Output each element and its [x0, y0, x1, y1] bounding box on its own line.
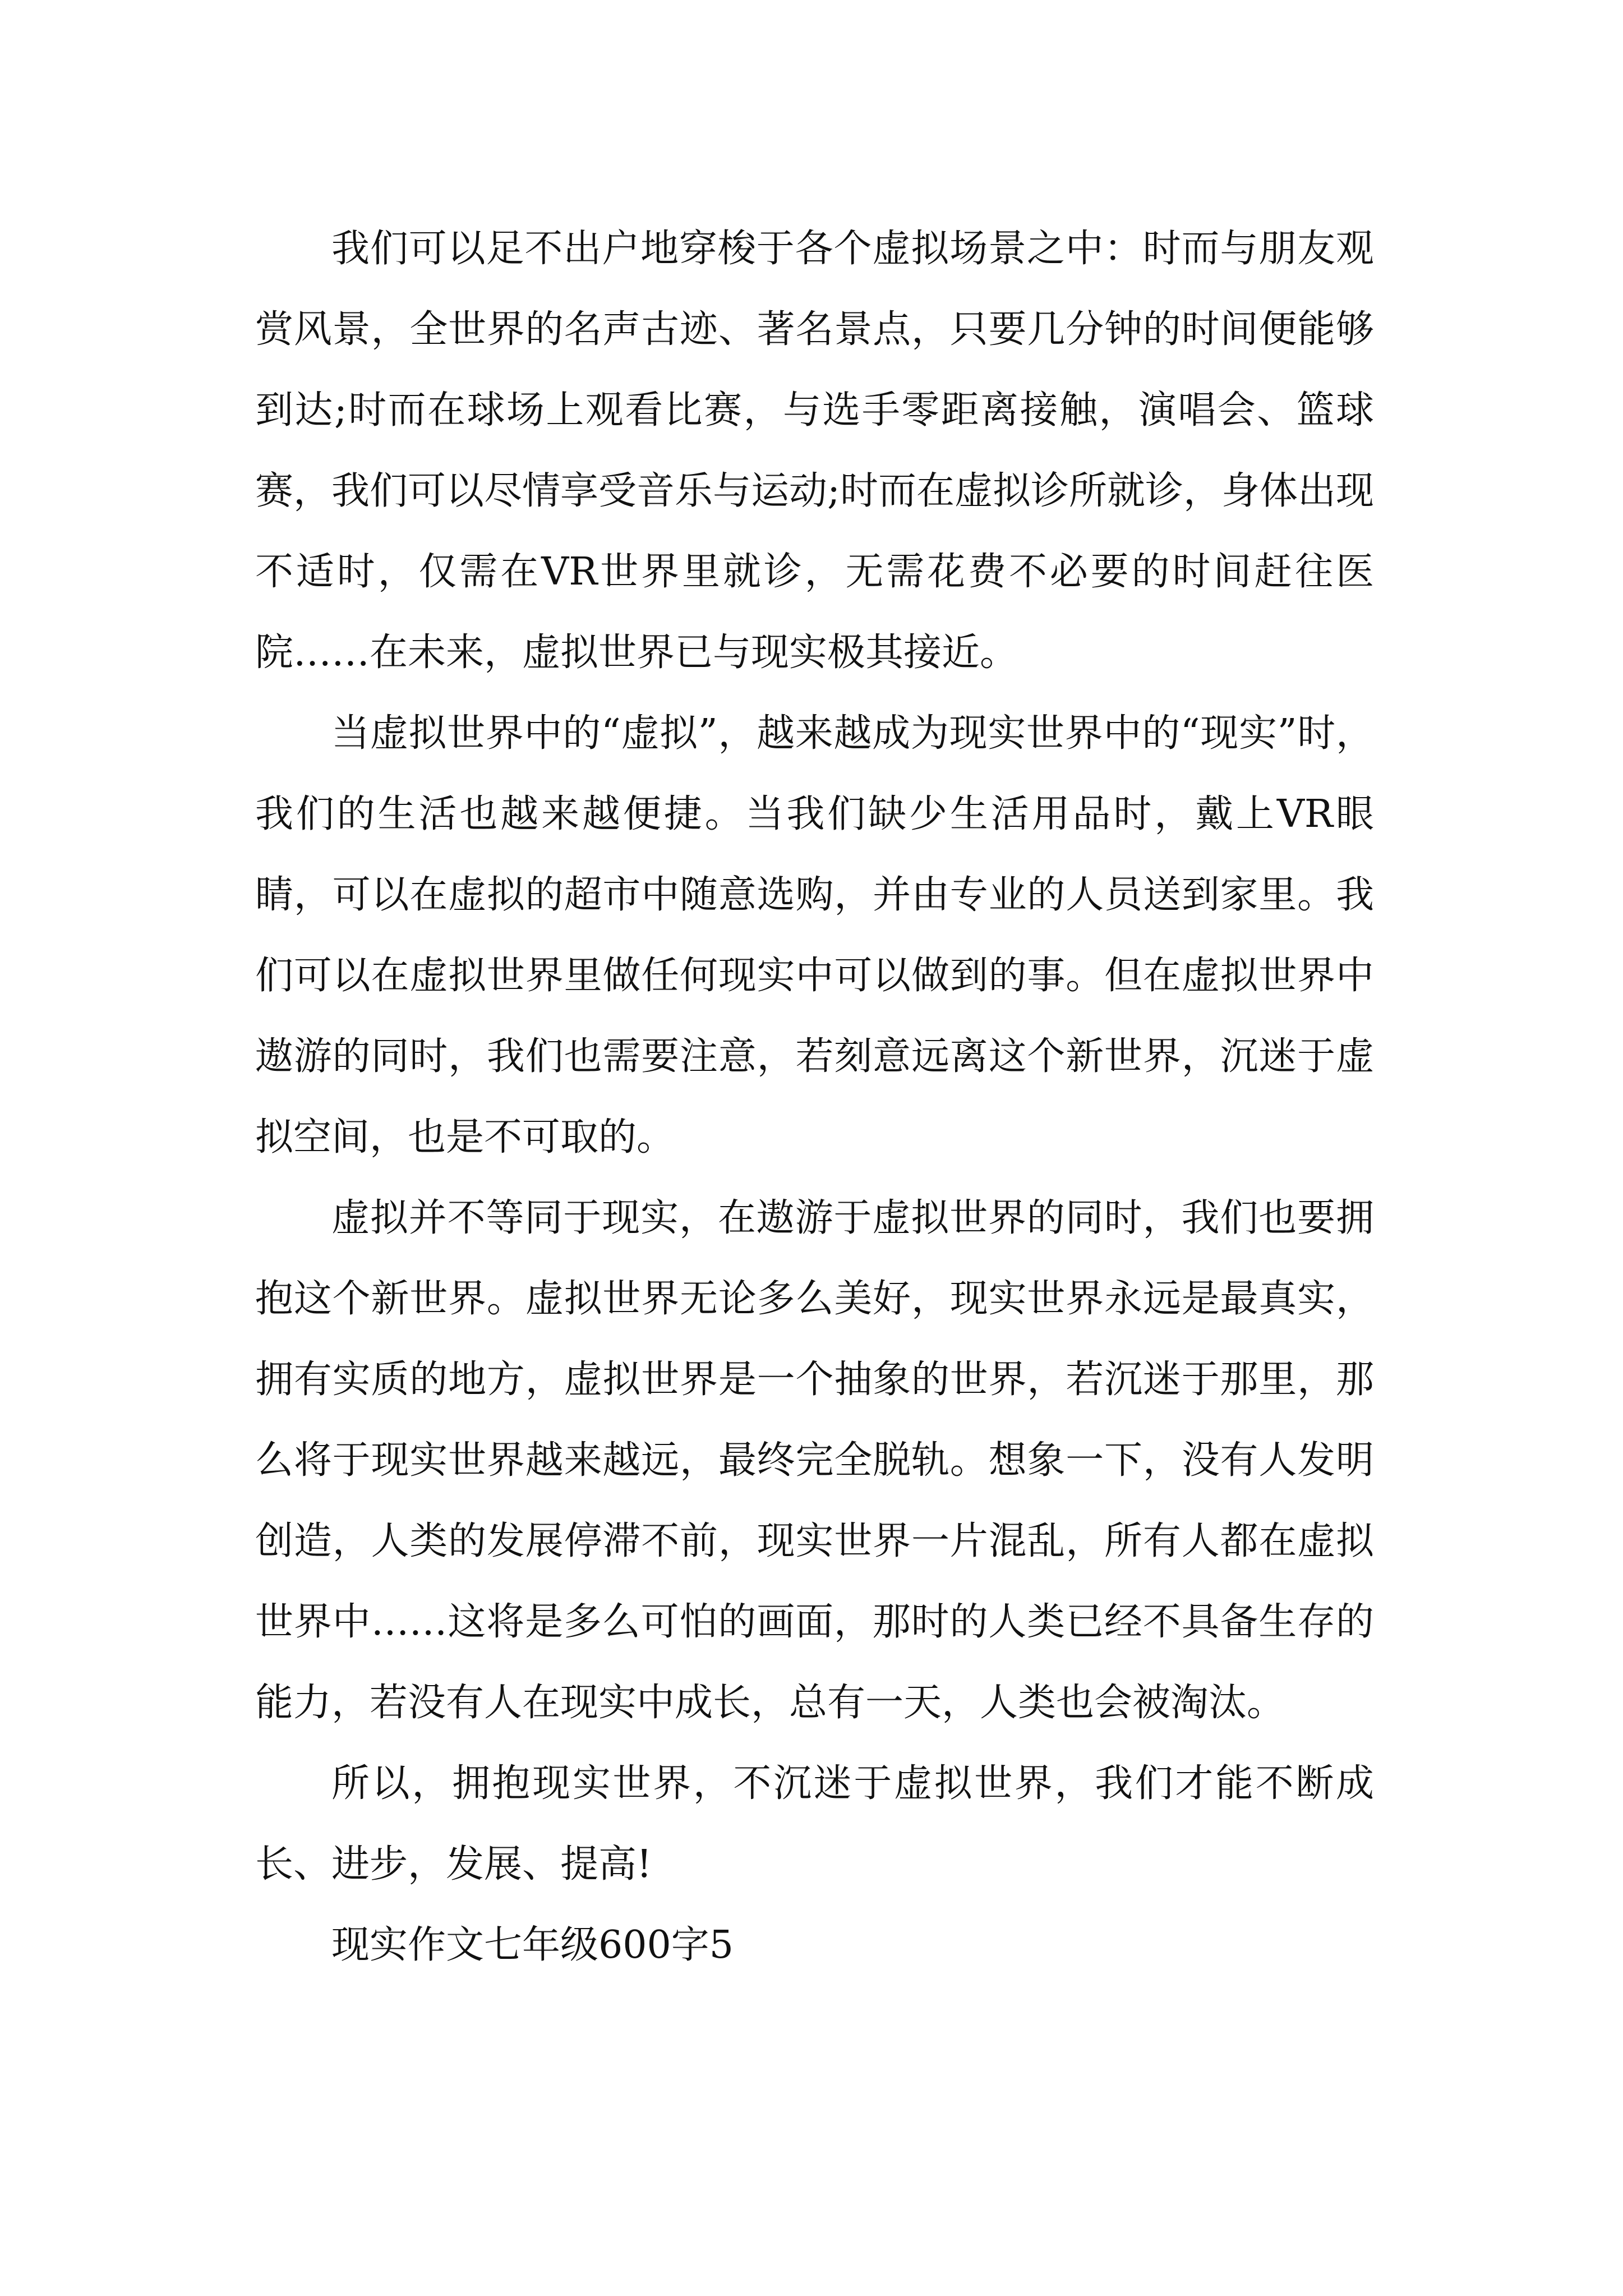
paragraph-1: 我们可以足不出户地穿梭于各个虚拟场景之中：时而与朋友观赏风景，全世界的名声古迹、著名景点，只要几分钟的时间便能够到达;时而在球场上观看比赛，与选手零距离接触，演唱会、篮球赛，我们可以尽情享受音乐与运动;时而在虚拟诊所就诊，身体出现不适时，仅需在VR世界里就诊，无需花费不必要的时间赶往医院……在未来，虚拟世界已与现实极其接近。 — [255, 227, 1374, 675]
paragraph-4: 所以，拥抱现实世界，不沉迷于虚拟世界，我们才能不断成长、进步，发展、提高! — [255, 1761, 1374, 1887]
next-essay-title: 现实作文七年级600字5 — [331, 1923, 734, 1967]
paragraph-2: 当虚拟世界中的“虚拟”，越来越成为现实世界中的“现实”时，我们的生活也越来越便捷。当我们缺少生活用品时，戴上VR眼睛，可以在虚拟的超市中随意选购，并由专业的人员送到家里。我们可以在虚拟世界里做任何现实中可以做到的事。但在虚拟世界中遨游的同时，我们也需要注意，若刻意远离这个新世界，沉迷于虚拟空间，也是不可取的。 — [255, 711, 1374, 1159]
paragraph-3: 虚拟并不等同于现实，在遨游于虚拟世界的同时，我们也要拥抱这个新世界。虚拟世界无论多么美好，现实世界永远是最真实，拥有实质的地方，虚拟世界是一个抽象的世界，若沉迷于那里，那么将于现实世界越来越远，最终完全脱轨。想象一下，没有人发明创造，人类的发展停滞不前，现实世界一片混乱，所有人都在虚拟世界中……这将是多么可怕的画面，那时的人类已经不具备生存的能力，若没有人在现实中成长，总有一天，人类也会被淘汰。 — [255, 1196, 1374, 1725]
document-body — [255, 209, 1374, 1986]
